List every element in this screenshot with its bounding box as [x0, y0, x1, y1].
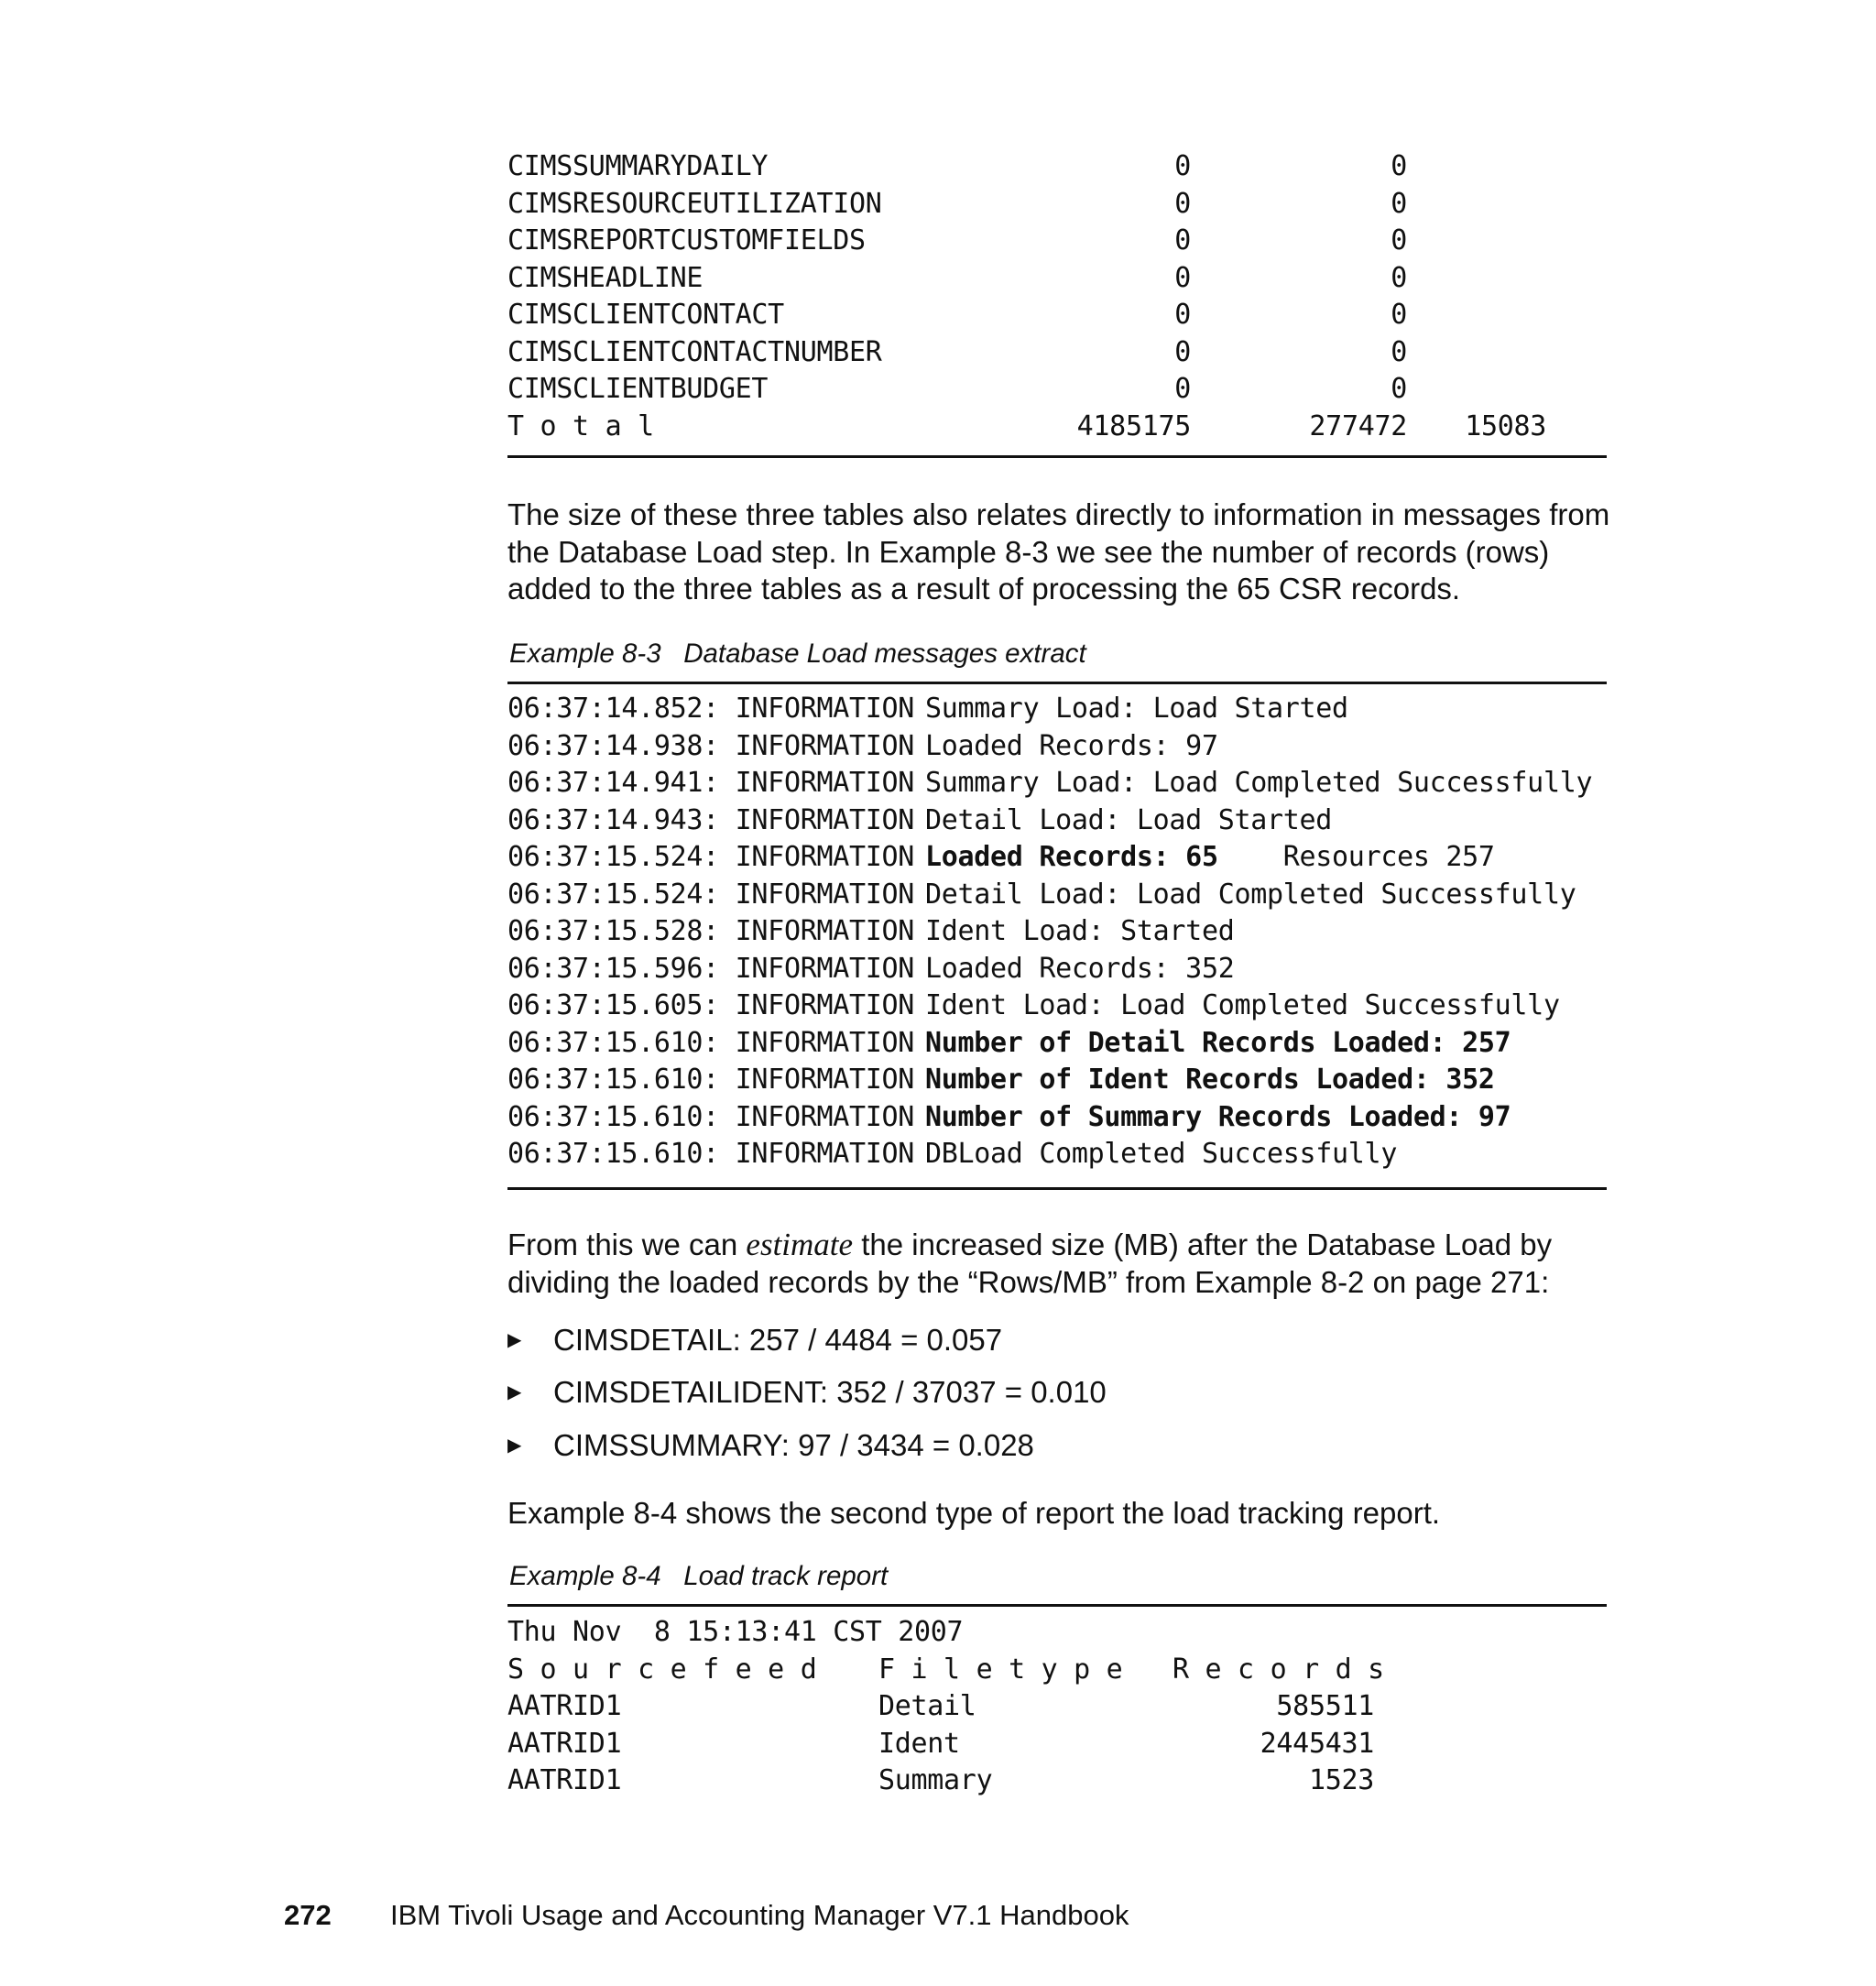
log-message: DBLoad Completed Successfully [925, 1138, 1398, 1170]
log-message: Detail Load: Load Started [925, 803, 1333, 836]
report-date-text: Thu Nov 8 15:13:41 CST 2007 [507, 1616, 964, 1648]
log-prefix: 06:37:15.596: INFORMATION [507, 952, 915, 985]
table-value-2: 277472 [1309, 409, 1407, 442]
table-value-1: 0 [1174, 299, 1191, 331]
page-number: 272 [284, 1899, 332, 1931]
log-message: Loaded Records: 352 [925, 952, 1235, 985]
records-cell: 2445431 [1260, 1727, 1374, 1760]
table-name: CIMSRESOURCEUTILIZATION [507, 187, 882, 220]
example-label: Example 8-3 [509, 638, 661, 669]
table-row [507, 1726, 1607, 1763]
table-row [507, 1688, 1607, 1726]
table-value-2: 0 [1391, 299, 1407, 331]
bullet-triangle-icon: ▶ [507, 1382, 522, 1402]
log-prefix: 06:37:15.610: INFORMATION [507, 1100, 915, 1133]
divider [507, 1604, 1607, 1607]
log-prefix: 06:37:14.852: INFORMATION [507, 693, 915, 725]
emphasis-text: estimate [746, 1227, 854, 1262]
table-value-2: 0 [1391, 335, 1407, 368]
log-line [507, 839, 1607, 877]
records-cell: 585511 [1276, 1690, 1374, 1722]
table-name: CIMSREPORTCUSTOMFIELDS [507, 224, 866, 256]
log-line [507, 913, 1607, 951]
bullet-triangle-icon: ▶ [507, 1435, 522, 1456]
header-filetype: F i l e t y p e [878, 1653, 1123, 1686]
log-line [507, 1099, 1607, 1137]
para-text: dividing the loaded records by the “Rows/MB” from Example 8-2 on page 271: [507, 1264, 1550, 1299]
list-item-text: CIMSDETAIL: 257 / 4484 = 0.057 [553, 1323, 1003, 1357]
table-row [507, 334, 1607, 372]
example-caption [509, 1561, 888, 1592]
table-name: CIMSHEADLINE [507, 261, 704, 294]
table-row [507, 1762, 1607, 1800]
log-message: Ident Load: Load Completed Successfully [925, 989, 1560, 1021]
log-line [507, 877, 1607, 914]
divider [507, 682, 1607, 684]
log-line [507, 728, 1607, 766]
header-records: R e c o r d s [1172, 1653, 1384, 1686]
body-paragraph [507, 1227, 1652, 1301]
type-cell: Detail [878, 1690, 976, 1722]
table-total-row [507, 409, 1607, 446]
table-value-1: 0 [1174, 261, 1191, 294]
list-item-text: CIMSDETAILIDENT: 352 / 37037 = 0.010 [553, 1375, 1107, 1409]
example-title: Database Load messages extract [683, 638, 1086, 669]
log-prefix: 06:37:15.610: INFORMATION [507, 1026, 915, 1059]
log-line [507, 1062, 1607, 1099]
table-value-1: 0 [1174, 187, 1191, 220]
top-table [507, 148, 1607, 445]
table-row [507, 148, 1607, 186]
table-row [507, 371, 1607, 409]
table-value-1: 4185175 [1076, 409, 1191, 442]
records-cell: 1523 [1308, 1764, 1374, 1796]
log-prefix: 06:37:15.605: INFORMATION [507, 989, 915, 1021]
log-message: Loaded Records: 97 [925, 729, 1218, 762]
example-caption [509, 638, 1086, 670]
table-row [507, 260, 1607, 298]
body-paragraph: Example 8-4 shows the second type of report the load tracking report. [507, 1496, 1441, 1530]
feed-cell: AATRID1 [507, 1764, 622, 1796]
log-line [507, 691, 1607, 728]
log-prefix: 06:37:14.943: INFORMATION [507, 803, 915, 836]
log-prefix: 06:37:15.524: INFORMATION [507, 841, 915, 873]
header-sourcefeed: S o u r c e f e e d [507, 1653, 817, 1686]
table-name: CIMSCLIENTCONTACT [507, 299, 784, 331]
log-prefix: 06:37:14.938: INFORMATION [507, 729, 915, 762]
log-line [507, 802, 1607, 840]
log-prefix: 06:37:15.528: INFORMATION [507, 915, 915, 947]
para-text: From this we can [507, 1228, 747, 1261]
report-header-row [507, 1652, 1607, 1689]
example-title: Load track report [683, 1561, 889, 1591]
log-bold: Number of Summary Records Loaded: 97 [925, 1100, 1511, 1133]
table-value-1: 0 [1174, 373, 1191, 405]
list-item-text: CIMSSUMMARY: 97 / 3434 = 0.028 [553, 1428, 1034, 1462]
divider [507, 1187, 1607, 1190]
log-prefix: 06:37:15.610: INFORMATION [507, 1138, 915, 1170]
log-prefix: 06:37:15.610: INFORMATION [507, 1064, 915, 1096]
log-listing [507, 691, 1607, 1173]
bullet-triangle-icon: ▶ [507, 1330, 522, 1350]
table-value-2: 0 [1391, 187, 1407, 220]
table-name: CIMSSUMMARYDAILY [507, 150, 769, 182]
feed-cell: AATRID1 [507, 1727, 622, 1760]
log-line [507, 1025, 1607, 1063]
log-bold: Loaded Records: 65 [925, 841, 1218, 873]
log-message: Ident Load: Started [925, 915, 1235, 947]
table-value-1: 0 [1174, 224, 1191, 256]
log-line [507, 1136, 1607, 1173]
table-row [507, 186, 1607, 224]
table-value-2: 0 [1391, 373, 1407, 405]
table-name: CIMSCLIENTCONTACTNUMBER [507, 335, 882, 368]
table-value-2: 0 [1391, 150, 1407, 182]
load-track-report [507, 1614, 1607, 1800]
table-value-1: 0 [1174, 335, 1191, 368]
table-name: T o t a l [507, 409, 654, 442]
feed-cell: AATRID1 [507, 1690, 622, 1722]
log-line [507, 765, 1607, 802]
book-title: IBM Tivoli Usage and Accounting Manager V7.1 Handbook [390, 1899, 1129, 1931]
log-message: Summary Load: Load Started [925, 693, 1348, 725]
body-paragraph: The size of these three tables also relates directly to information in messages from the Database Load step. In Example 8-3 we see the number of records (rows) added to the three tables as a result of processing the 65 CSR records. [507, 497, 1610, 606]
table-value-1: 0 [1174, 150, 1191, 182]
table-value-3: 15083 [1465, 409, 1546, 442]
log-prefix: 06:37:15.524: INFORMATION [507, 878, 915, 911]
log-message: Summary Load: Load Completed Successfully [925, 767, 1593, 799]
table-name: CIMSCLIENTBUDGET [507, 373, 769, 405]
example-label: Example 8-4 [509, 1561, 661, 1591]
para-text: the increased size (MB) after the Database Load by [853, 1228, 1553, 1261]
log-line [507, 951, 1607, 988]
log-bold: Number of Ident Records Loaded: 352 [925, 1064, 1495, 1096]
log-line [507, 988, 1607, 1025]
divider [507, 455, 1607, 458]
log-message: Detail Load: Load Completed Successfully [925, 878, 1576, 911]
type-cell: Ident [878, 1727, 960, 1760]
type-cell: Summary [878, 1764, 993, 1796]
log-prefix: 06:37:14.941: INFORMATION [507, 767, 915, 799]
log-message: Resources 257 [1217, 841, 1495, 873]
log-bold: Number of Detail Records Loaded: 257 [925, 1026, 1511, 1059]
report-date [507, 1614, 1607, 1652]
table-value-2: 0 [1391, 261, 1407, 294]
table-value-2: 0 [1391, 224, 1407, 256]
table-row [507, 297, 1607, 334]
table-row [507, 223, 1607, 260]
